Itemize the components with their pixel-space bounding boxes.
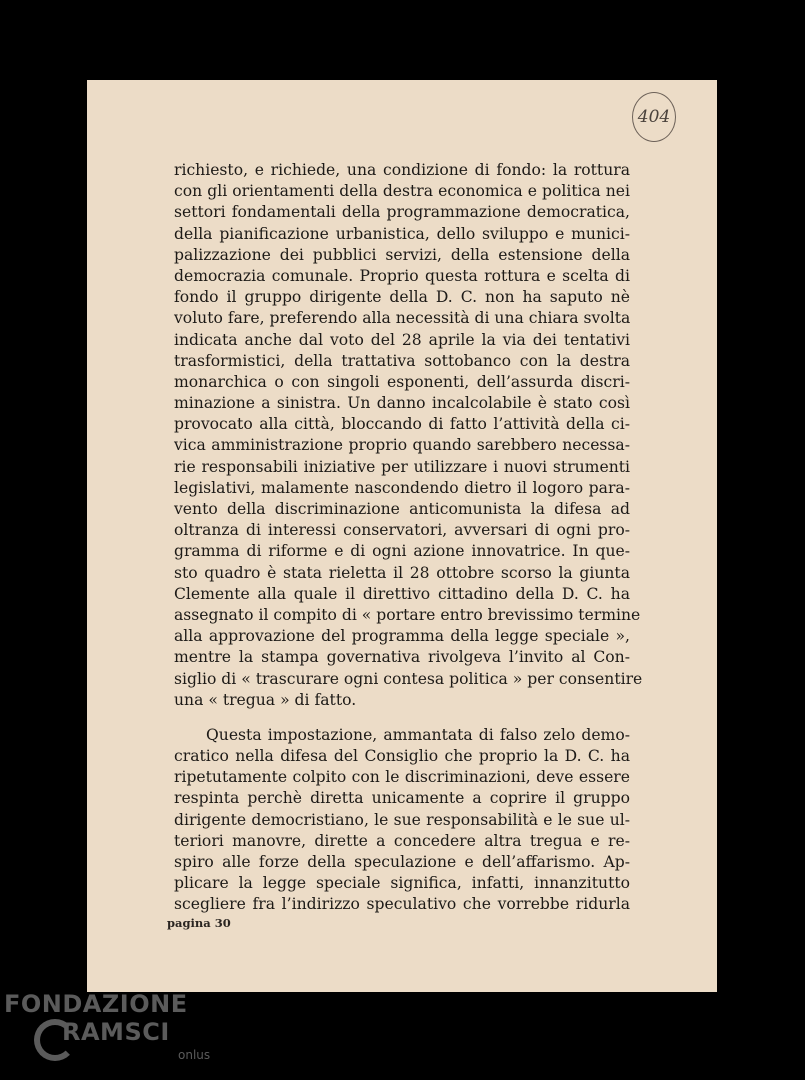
text-line: plicare la legge speciale significa, infatti, innanzitutto <box>174 874 630 893</box>
text-line: palizzazione dei pubblici servizi, della estensione della <box>174 245 630 264</box>
text-line: una « tregua » di fatto. <box>174 690 357 709</box>
text-line: dirigente democristiano, le sue responsabilità e le sue ul- <box>174 810 630 829</box>
text-line: Questa impostazione, ammantata di falso zelo demo- <box>206 725 630 744</box>
text-line: minazione a sinistra. Un danno incalcolabile è stato così <box>174 394 630 413</box>
text-line: voluto fare, preferendo alla necessità di una chiara svolta <box>174 309 631 328</box>
text-line: sto quadro è stata rieletta il 28 ottobre scorso la giunta <box>174 563 630 582</box>
text-line: ripetutamente colpito con le discriminazioni, deve essere <box>174 768 630 787</box>
text-line: siglio di « trascurare ogni contesa politica » per consentire <box>174 669 643 688</box>
text-line: settori fondamentali della programmazione democratica, <box>174 203 630 222</box>
text-line: spiro alle forze della speculazione e dell’affarismo. Ap- <box>174 853 630 871</box>
logo-line-3: onlus <box>178 1048 211 1062</box>
text-line: trasformistici, della trattativa sottobanco con la destra <box>174 351 630 370</box>
text-line: democrazia comunale. Proprio questa rottura e scelta di <box>174 266 630 285</box>
paragraph-gap <box>174 711 630 725</box>
text-line: Clemente alla quale il direttivo cittadino della D. C. ha <box>174 584 630 603</box>
logo-line-1: FONDAZIONE <box>4 990 188 1018</box>
text-line: indicata anche dal voto del 28 aprile la via dei tentativi <box>174 330 630 349</box>
text-line: richiesto, e richiede, una condizione di fondo: la rottura <box>174 161 630 179</box>
body-text <box>174 160 643 916</box>
text-line: assegnato il compito di « portare entro brevissimo termine <box>174 605 641 624</box>
text-line: scegliere fra l’indirizzo speculativo che vorrebbe ridurla <box>174 895 630 914</box>
text-line: teriori manovre, dirette a concedere altra tregua e re- <box>174 831 630 850</box>
text-line: oltranza di interessi conservatori, avversari di ogni pro- <box>174 521 630 540</box>
text-line: vento della discriminazione anticomunista la difesa ad <box>174 500 630 518</box>
logo-line-2: RAMSCI <box>62 1018 170 1046</box>
page-footer: pagina 30 <box>167 916 231 930</box>
text-line: vica amministrazione proprio quando sarebbero necessa- <box>174 436 630 455</box>
text-line: mentre la stampa governativa rivolgeva l’invito al Con- <box>174 648 630 667</box>
text-line: respinta perchè diretta unicamente a coprire il gruppo <box>174 789 630 808</box>
text-line: fondo il gruppo dirigente della D. C. non ha saputo nè <box>174 288 630 307</box>
text-line: della pianificazione urbanistica, dello sviluppo e munici- <box>174 224 630 243</box>
text-line: legislativi, malamente nascondendo dietro il logoro para- <box>174 478 630 497</box>
document-page <box>87 80 717 992</box>
text-line: cratico nella difesa del Consiglio che proprio la D. C. ha <box>174 747 630 766</box>
text-line: gramma di riforme e di ogni azione innovatrice. In que- <box>174 542 630 561</box>
text-line: con gli orientamenti della destra economica e politica nei <box>174 182 630 201</box>
text-line: monarchica o con singoli esponenti, dell’assurda discri- <box>174 372 630 391</box>
text-line: provocato alla città, bloccando di fatto l’attività della ci- <box>174 415 630 434</box>
page-number-stamp: 404 <box>632 92 676 142</box>
fondazione-gramsci-logo <box>4 988 211 1078</box>
text-line: rie responsabili iniziative per utilizzare i nuovi strumenti <box>174 457 630 476</box>
text-line: alla approvazione del programma della legge speciale », <box>174 627 630 646</box>
